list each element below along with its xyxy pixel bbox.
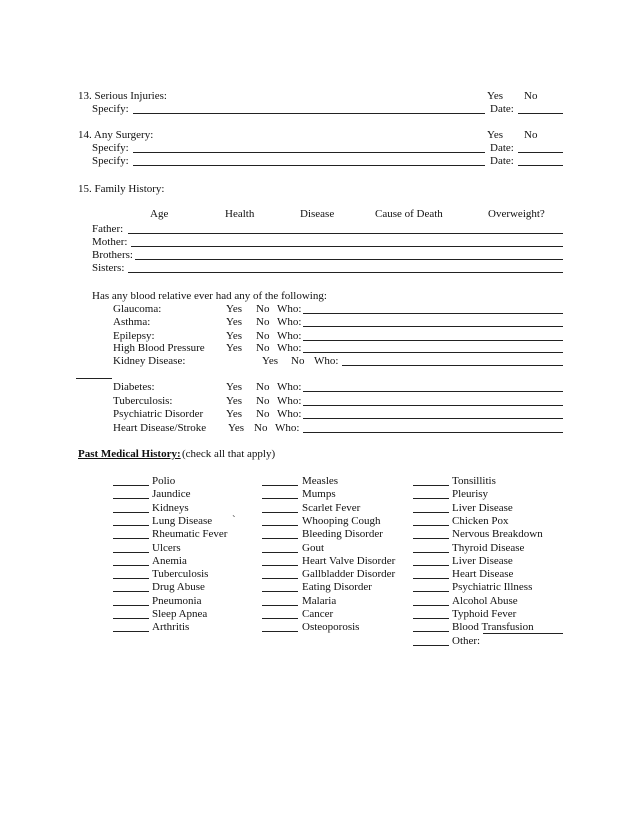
q14-specify-field-2[interactable] [133, 165, 485, 166]
past-medical-history-subtitle: (check all that apply) [182, 448, 276, 460]
condition-label: Sleep Apnea [152, 608, 208, 620]
heart-disease-stroke-yes[interactable]: Yes [228, 422, 245, 434]
condition-label: Other: [452, 635, 481, 647]
check-line[interactable] [262, 565, 298, 566]
relative-sisters-field[interactable] [128, 272, 563, 273]
check-line[interactable] [262, 552, 298, 553]
condition-label: Drug Abuse [152, 581, 205, 593]
check-line[interactable] [113, 538, 149, 539]
condition-epilepsy: Epilepsy: [113, 330, 155, 342]
condition-label: Blood Transfusion [452, 621, 534, 633]
kidney-disease-no[interactable]: No [291, 355, 305, 367]
condition-label: Tonsillitis [452, 475, 496, 487]
q14-yes-option[interactable]: Yes [487, 129, 504, 141]
check-line[interactable] [413, 565, 449, 566]
check-line[interactable] [262, 618, 298, 619]
check-line[interactable] [262, 512, 298, 513]
kidney-disease-yes[interactable]: Yes [262, 355, 279, 367]
q14-date-field-2[interactable] [518, 165, 563, 166]
family-header-health: Health [225, 208, 255, 220]
diabetes-yes[interactable]: Yes [226, 381, 243, 393]
check-line[interactable] [413, 618, 449, 619]
check-line[interactable] [113, 605, 149, 606]
check-line[interactable] [413, 645, 449, 646]
condition-label: Nervous Breakdown [452, 528, 543, 540]
condition-label: Whooping Cough [302, 515, 381, 527]
glaucoma-who-field[interactable] [303, 313, 563, 314]
check-line[interactable] [113, 565, 149, 566]
epilepsy-no[interactable]: No [256, 330, 270, 342]
family-header-overweight: Overweight? [488, 208, 545, 220]
q14-date-label-1: Date: [490, 142, 514, 154]
high-blood-pressure-no[interactable]: No [256, 342, 270, 354]
heart-disease-stroke-who-label: Who: [275, 422, 300, 434]
relative-father-field[interactable] [128, 233, 563, 234]
condition-label: Measles [302, 475, 339, 487]
check-line[interactable] [413, 552, 449, 553]
diabetes-no[interactable]: No [256, 381, 270, 393]
asthma-no[interactable]: No [256, 316, 270, 328]
check-line[interactable] [413, 525, 449, 526]
condition-label: Tuberculosis [152, 568, 209, 580]
q13-no-option[interactable]: No [524, 90, 538, 102]
high-blood-pressure-who-label: Who: [277, 342, 302, 354]
q13-yes-option[interactable]: Yes [487, 90, 504, 102]
check-line[interactable] [413, 605, 449, 606]
condition-asthma: Asthma: [113, 316, 151, 328]
high-blood-pressure-who-field[interactable] [303, 352, 563, 353]
condition-label: Chicken Pox [452, 515, 509, 527]
diabetes-who-field[interactable] [303, 391, 563, 392]
condition-label: Bleeding Disorder [302, 528, 383, 540]
condition-label: Eating Disorder [302, 581, 372, 593]
check-line[interactable] [262, 605, 298, 606]
condition-label: Lung Disease [152, 515, 213, 527]
condition-heart-disease-stroke: Heart Disease/Stroke [113, 422, 207, 434]
condition-label: Typhoid Fever [452, 608, 517, 620]
check-line[interactable] [262, 591, 298, 592]
asthma-yes[interactable]: Yes [226, 316, 243, 328]
relative-mother-label: Mother: [92, 236, 128, 248]
q14-specify-label-2: Specify: [92, 155, 129, 167]
tuberculosis-who-label: Who: [277, 395, 302, 407]
relative-sisters-label: Sisters: [92, 262, 125, 274]
q15-label: 15. Family History: [78, 183, 165, 195]
condition-tuberculosis: Tuberculosis: [113, 395, 173, 407]
relative-brothers-field[interactable] [135, 259, 563, 260]
condition-label: Gallbladder Disorder [302, 568, 396, 580]
check-line[interactable] [262, 631, 298, 632]
condition-label: Scarlet Fever [302, 502, 361, 514]
check-line[interactable] [113, 525, 149, 526]
check-line[interactable] [113, 618, 149, 619]
q14-date-label-2: Date: [490, 155, 514, 167]
condition-label: Heart Valve Disorder [302, 555, 396, 567]
check-line[interactable] [113, 512, 149, 513]
tuberculosis-yes[interactable]: Yes [226, 395, 243, 407]
condition-label: Cancer [302, 608, 334, 620]
asthma-who-label: Who: [277, 316, 302, 328]
condition-label: Polio [152, 475, 176, 487]
condition-label: Gout [302, 542, 324, 554]
other-specify-field[interactable] [483, 633, 563, 634]
epilepsy-who-label: Who: [277, 330, 302, 342]
condition-label: Osteoporosis [302, 621, 360, 633]
tuberculosis-no[interactable]: No [256, 395, 270, 407]
family-header-cause-of-death: Cause of Death [375, 208, 443, 220]
condition-high-blood-pressure: High Blood Pressure [113, 342, 205, 354]
stray-backtick-mark: ` [232, 514, 236, 526]
check-line[interactable] [413, 631, 449, 632]
condition-label: Malaria [302, 595, 337, 607]
condition-label: Anemia [152, 555, 187, 567]
condition-label: Ulcers [152, 542, 181, 554]
check-line[interactable] [113, 631, 149, 632]
q13-label: 13. Serious Injuries: [78, 90, 167, 102]
check-line[interactable] [262, 538, 298, 539]
condition-label: Liver Disease [452, 555, 513, 567]
condition-label: Pleurisy [452, 488, 489, 500]
condition-label: Heart Disease [452, 568, 514, 580]
heart-disease-stroke-who-field[interactable] [303, 432, 563, 433]
check-line[interactable] [113, 498, 149, 499]
q14-specify-field-1[interactable] [133, 152, 485, 153]
asthma-who-field[interactable] [303, 326, 563, 327]
epilepsy-yes[interactable]: Yes [226, 330, 243, 342]
condition-label: Alcohol Abuse [452, 595, 518, 607]
diabetes-who-label: Who: [277, 381, 302, 393]
check-line[interactable] [262, 525, 298, 526]
condition-kidney-disease: Kidney Disease: [113, 355, 186, 367]
condition-label: Kidneys [152, 502, 189, 514]
epilepsy-who-field[interactable] [303, 340, 563, 341]
check-line[interactable] [113, 591, 149, 592]
check-line[interactable] [262, 578, 298, 579]
kidney-disease-who-label: Who: [314, 355, 339, 367]
kidney-disease-who-continuation[interactable] [76, 378, 112, 379]
condition-label: Mumps [302, 488, 336, 500]
kidney-disease-who-field[interactable] [342, 365, 563, 366]
q13-specify-field[interactable] [133, 113, 485, 114]
psychiatric-disorder-who-label: Who: [277, 408, 302, 420]
check-line[interactable] [413, 512, 449, 513]
condition-psychiatric-disorder: Psychiatric Disorder [113, 408, 204, 420]
check-line[interactable] [413, 591, 449, 592]
heart-disease-stroke-no[interactable]: No [254, 422, 268, 434]
q14-label: 14. Any Surgery: [78, 129, 154, 141]
condition-glaucoma: Glaucoma: [113, 303, 162, 315]
q13-date-field[interactable] [518, 113, 563, 114]
tuberculosis-who-field[interactable] [303, 405, 563, 406]
past-medical-history-title: Past Medical History: [78, 448, 181, 460]
glaucoma-who-label: Who: [277, 303, 302, 315]
check-line[interactable] [413, 498, 449, 499]
check-line[interactable] [413, 538, 449, 539]
psychiatric-disorder-no[interactable]: No [256, 408, 270, 420]
check-line[interactable] [262, 485, 298, 486]
condition-label: Jaundice [152, 488, 191, 500]
relative-mother-field[interactable] [131, 246, 563, 247]
check-line[interactable] [413, 485, 449, 486]
check-line[interactable] [113, 578, 149, 579]
condition-label: Pneumonia [152, 595, 202, 607]
high-blood-pressure-yes[interactable]: Yes [226, 342, 243, 354]
family-header-age: Age [150, 208, 169, 220]
q14-specify-label-1: Specify: [92, 142, 129, 154]
relative-brothers-label: Brothers: [92, 249, 133, 261]
check-line[interactable] [413, 578, 449, 579]
q13-specify-label: Specify: [92, 103, 129, 115]
q13-date-label: Date: [490, 103, 514, 115]
condition-label: Psychiatric Illness [452, 581, 533, 593]
condition-label: Thyroid Disease [452, 542, 525, 554]
glaucoma-no[interactable]: No [256, 303, 270, 315]
condition-label: Liver Disease [452, 502, 513, 514]
condition-diabetes: Diabetes: [113, 381, 155, 393]
condition-label: Arthritis [152, 621, 190, 633]
blood-relative-question: Has any blood relative ever had any of the following: [92, 290, 327, 302]
check-line[interactable] [113, 552, 149, 553]
glaucoma-yes[interactable]: Yes [226, 303, 243, 315]
check-line[interactable] [113, 485, 149, 486]
psychiatric-disorder-yes[interactable]: Yes [226, 408, 243, 420]
q14-date-field-1[interactable] [518, 152, 563, 153]
family-header-disease: Disease [300, 208, 335, 220]
check-line[interactable] [262, 498, 298, 499]
q14-no-option[interactable]: No [524, 129, 538, 141]
condition-label: Rheumatic Fever [152, 528, 228, 540]
relative-father-label: Father: [92, 223, 124, 235]
psychiatric-disorder-who-field[interactable] [303, 418, 563, 419]
